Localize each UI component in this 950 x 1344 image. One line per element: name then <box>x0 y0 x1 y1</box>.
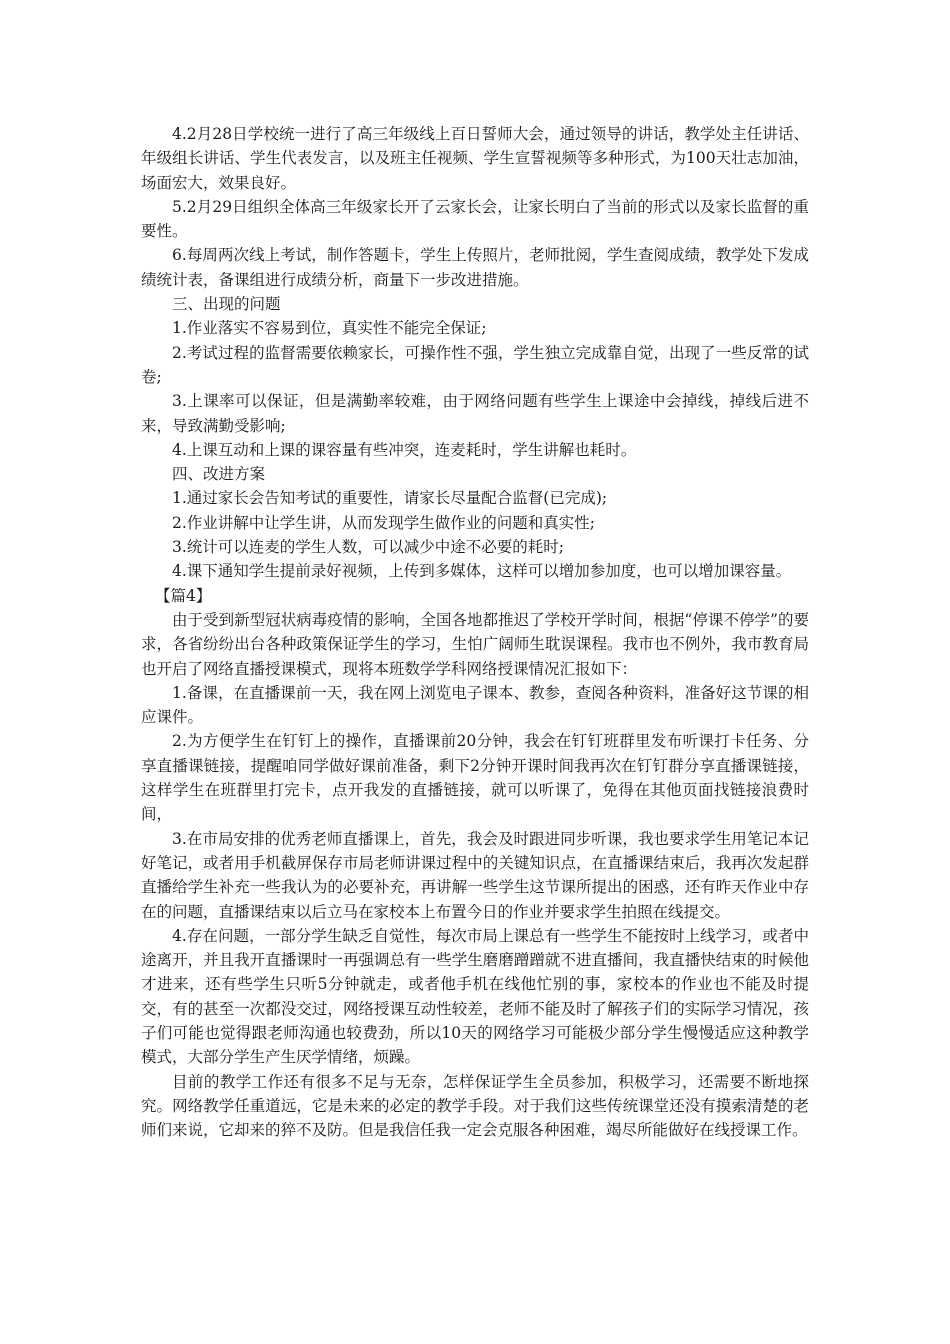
plan-4: 4.课下通知学生提前录好视频，上传到多媒体，这样可以增加参加度，也可以增加课容量。 <box>172 562 792 581</box>
problem-3: 3.上课率可以保证，但是满勤率较难，由于网络问题有些学生上课途中会掉线，掉线后进不来，导致满勤受影响; <box>141 392 809 435</box>
intro-paragraph: 由于受到新型冠状病毒疫情的影响，全国各地都推迟了学校开学时间，根据“停课不停学”的要求，各省纷纷出台各种政策保证学生的学习，生怕广阔师生耽误课程。我市也不例外，我市教育局也开启了网络直播授课模式，现将本班数学学科网络授课情况汇报如下： <box>141 610 809 678</box>
plan-3: 3.统计可以连麦的学生人数，可以减少中途不必要的耗时; <box>172 538 565 557</box>
report-item-1: 1.备课，在直播课前一天，我在网上浏览电子课本、教参，查阅各种资料，准备好这节课的相应课件。 <box>141 683 809 727</box>
problem-4: 4.上课互动和上课的课容量有些冲突，连麦耗时，学生讲解也耗时。 <box>172 440 637 459</box>
closing-paragraph: 目前的教学工作还有很多不足与无奈，怎样保证学生全员参加，积极学习，还需要不断地探究。网络教学任重道远，它是未来的必定的教学手段。对于我们这些传统课堂还没有摸索清楚的老师们来说，它却来的猝不及防。但是我信任我一定会克服各种困难，竭尽所能做好在线授课工作。 <box>141 1072 809 1140</box>
part-4-title: 【篇4】 <box>154 586 212 605</box>
section-4-heading: 四、改进方案 <box>172 465 266 484</box>
item-5-parent-meeting: 5.2月29日组织全体高三年级家长开了云家长会，让家长明白了当前的形式以及家长监督的重要性。 <box>141 197 809 241</box>
report-item-2: 2.为方便学生在钉钉上的操作，直播课前20分钟，我会在钉钉班群里发布听课打卡任务、分享直播课链接，提醒咱同学做好课前准备，剩下2分钟开课时间我再次在钉钉群分享直播课链接，这样学生在班群里打完卡，点开我发的直播链接，就可以听课了，免得在其他页面找链接浪费时间， <box>141 732 809 824</box>
section-3-heading: 三、出现的问题 <box>172 295 281 314</box>
problem-1: 1.作业落实不容易到位，真实性不能完全保证; <box>172 319 487 338</box>
item-6-online-exams: 6.每周两次线上考试，制作答题卡，学生上传照片，老师批阅，学生查阅成绩，教学处下发成绩统计表，备课组进行成绩分析，商量下一步改进措施。 <box>141 246 809 289</box>
plan-2: 2.作业讲解中让学生讲，从而发现学生做作业的问题和真实性; <box>172 513 596 532</box>
plan-1: 1.通过家长会告知考试的重要性，请家长尽量配合监督(已完成); <box>172 489 608 508</box>
report-item-3: 3.在市局安排的优秀老师直播课上，首先，我会及时跟进同步听课，我也要求学生用笔记本记好笔记，或者用手机截屏保存市局老师讲课过程中的关键知识点，在直播课结束后，我再次发起群直播给学生补充一些我认为的必要补充，再讲解一些学生这节课所提出的困惑，还有昨天作业中存在的问题，直播课结束以后立马在家校本上布置今日的作业并要求学生拍照在线提交。 <box>141 829 809 921</box>
report-item-4: 4.存在问题，一部分学生缺乏自觉性，每次市局上课总有一些学生不能按时上线学习，或者中途离开，并且我开直播课时一再强调总有一些学生磨磨蹭蹭就不进直播间，我直播快结束的时候他才进来，还有些学生只听5分钟就走，或者他手机在线他忙别的事，家校本的作业也不能及时提交，有的甚至一次都没交过，网络授课互动性较差，老师不能及时了解孩子们的实际学习情况，孩子们可能也觉得跟老师沟通也较费劲，所以10天的网络学习可能极少部分学生慢慢适应这种教学模式，大部分学生产生厌学情绪，烦躁。 <box>141 926 809 1067</box>
item-4-pledge-meeting: 4.2月28日学校统一进行了高三年级线上百日誓师大会，通过领导的讲话，教学处主任讲话、年级组长讲话、学生代表发言，以及班主任视频、学生宣誓视频等多种形式，为100天壮志加油，场面宏大，效果良好。 <box>141 125 809 192</box>
document-body <box>141 122 809 1142</box>
problem-2: 2.考试过程的监督需要依赖家长，可操作性不强，学生独立完成靠自觉，出现了一些反常的试卷; <box>141 343 809 386</box>
